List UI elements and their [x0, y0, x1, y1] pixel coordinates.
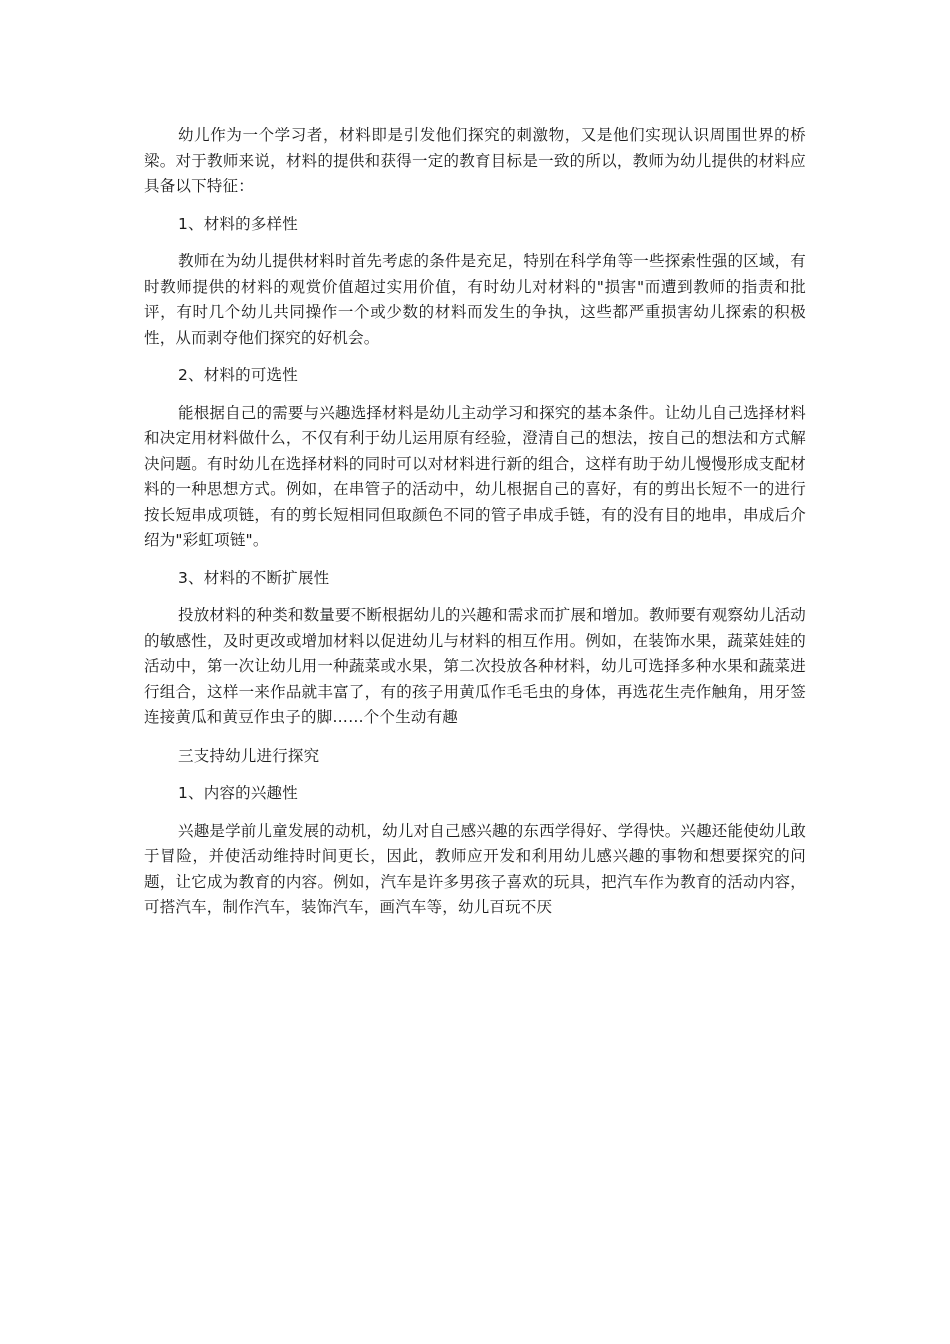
heading-content-interest: 1、内容的兴趣性 — [178, 784, 298, 802]
paragraph-material-diversity: 教师在为幼儿提供材料时首先考虑的条件是充足，特别在科学角等一些探索性强的区域，有时教师提供的材料的观赏价值超过实用价值，有时幼儿对材料的"损害"而遭到教师的指责和批评，有时几个幼儿共同操作一个或少数的材料而发生的争执，这些都严重损害幼儿探索的积极性，从而剥夺他们探究的好机会。 — [144, 252, 807, 347]
document-page — [144, 123, 806, 921]
intro-paragraph: 幼儿作为一个学习者，材料即是引发他们探究的刺激物，又是他们实现认识周围世界的桥梁。对于教师来说，材料的提供和获得一定的教育目标是一致的所以，教师为幼儿提供的材料应具备以下特征： — [144, 126, 806, 195]
paragraph-content-interest: 兴趣是学前儿童发展的动机，幼儿对自己感兴趣的东西学得好、学得快。兴趣还能使幼儿敢于冒险，并使活动维持时间更长，因此，教师应开发和利用幼儿感兴趣的事物和想要探究的问题，让它成为教育的内容。例如，汽车是许多男孩子喜欢的玩具，把汽车作为教育的活动内容，可搭汽车，制作汽车，装饰汽车，画汽车等，幼儿百玩不厌 — [144, 821, 807, 916]
section-heading-support-exploration: 三支持幼儿进行探究 — [178, 746, 320, 765]
heading-material-selectability: 2、材料的可选性 — [178, 366, 298, 384]
heading-material-diversity: 1、材料的多样性 — [178, 214, 298, 233]
paragraph-material-selectability: 能根据自己的需要与兴趣选择材料是幼儿主动学习和探究的基本条件。让幼儿自己选择材料和决定用材料做什么，不仅有利于幼儿运用原有经验，澄清自己的想法，按自己的想法和方式解决问题。有时幼儿在选择材料的同时可以对材料进行新的组合，这样有助于幼儿慢慢形成支配材料的一种思想方式。例如，在串管子的活动中，幼儿根据自己的喜好，有的剪出长短不一的进行按长短串成项链，有的剪长短相同但取颜色不同的管子串成手链，有的没有目的地串，串成后介绍为"彩虹项链"。 — [144, 403, 807, 549]
paragraph-material-expansion: 投放材料的种类和数量要不断根据幼儿的兴趣和需求而扩展和增加。教师要有观察幼儿活动的敏感性，及时更改或增加材料以促进幼儿与材料的相互作用。例如，在装饰水果，蔬菜娃娃的活动中，第一次让幼儿用一种蔬菜或水果，第二次投放各种材料，幼儿可选择多种水果和蔬菜进行组合，这样一来作品就丰富了，有的孩子用黄瓜作毛毛虫的身体，再选花生壳作触角，用牙签连接黄瓜和黄豆作虫子的脚……个个生动有趣 — [144, 606, 807, 726]
heading-material-expansion: 3、材料的不断扩展性 — [178, 568, 330, 587]
